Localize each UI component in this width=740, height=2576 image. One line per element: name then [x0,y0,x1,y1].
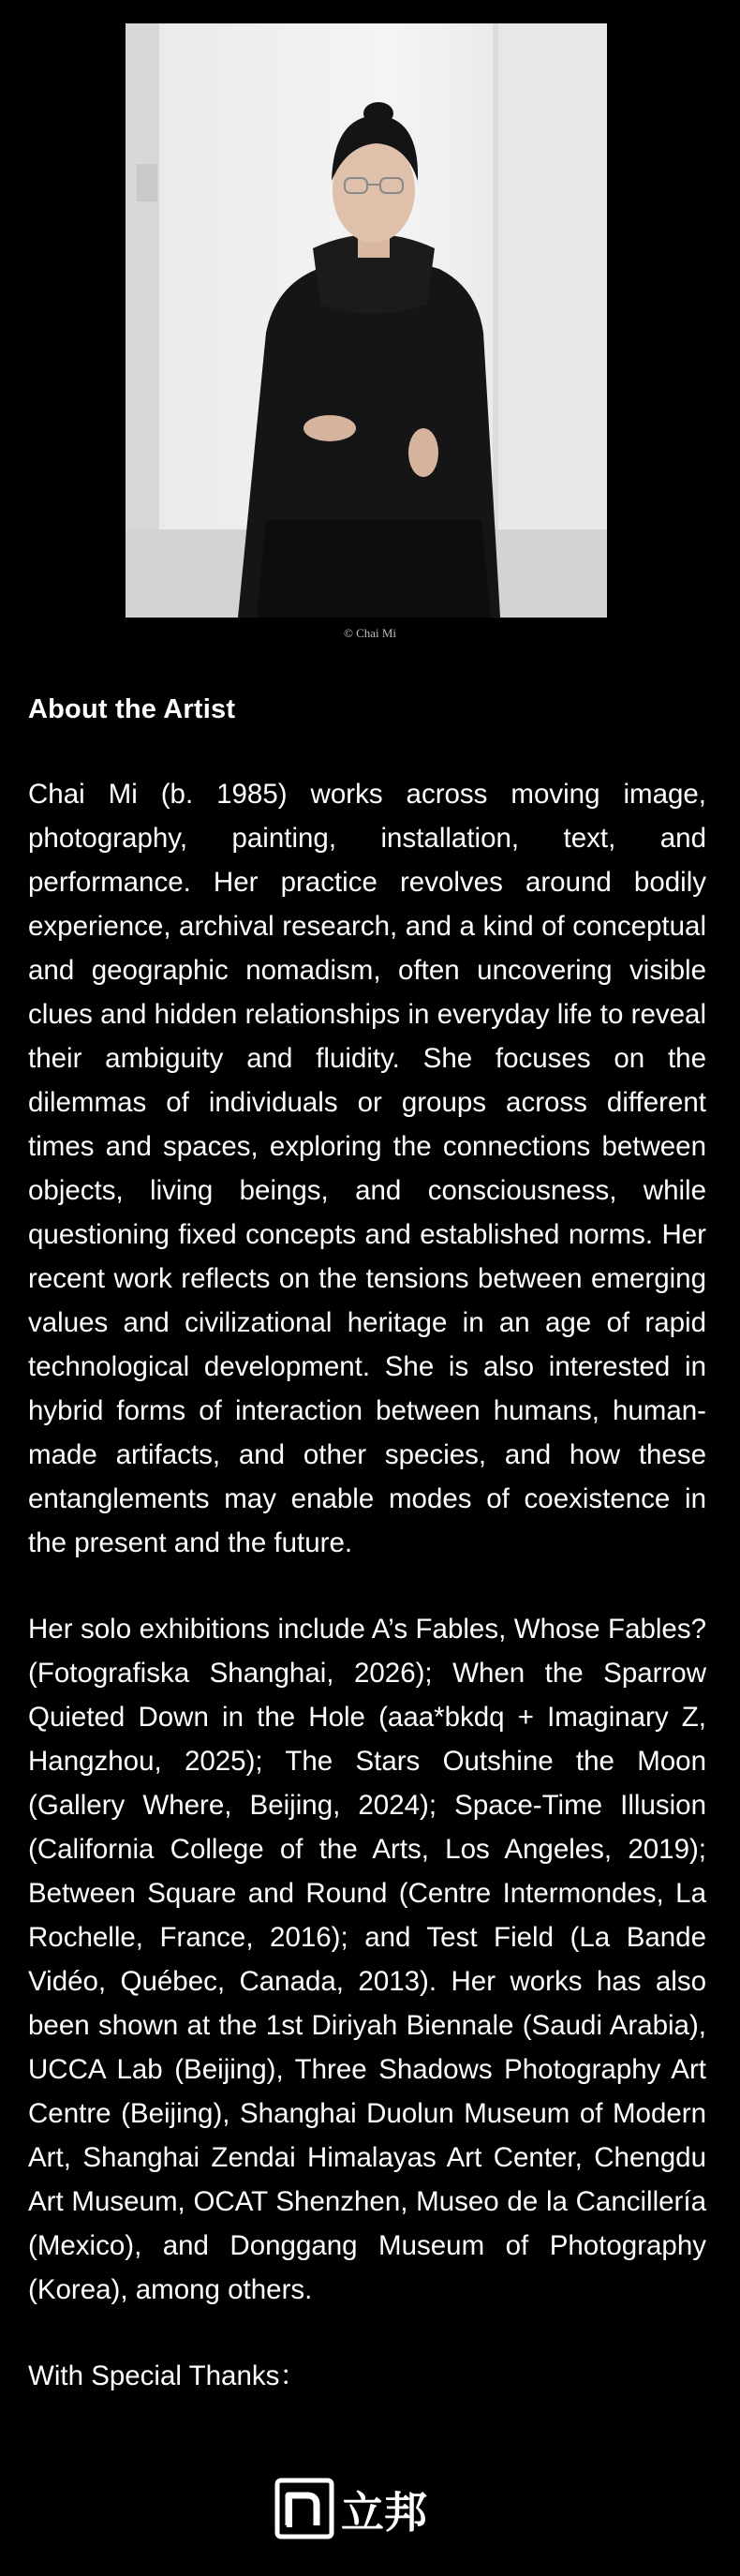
sponsor-logo-text: 立邦 [341,2487,427,2538]
artist-portrait [126,23,607,618]
nippon-paint-logo-icon [277,2480,332,2537]
exhibitions-paragraph: Her solo exhibitions include A’s Fables, Whose Fables? (Fotografiska Shanghai, 2026); When the Sparrow Quieted Down in the Hole (aaa*bkdq + Imaginary Z, Hangzhou, 2025); The Stars Outshine the Moon (Gallery Where, Beijing, 2024); Space-Time Illusion (California College of the Arts, Los Angeles, 2019); Between Square and Round (Centre Intermondes, La Rochelle, France, 2016); and Test Field (La Bande Vidéo, Québec, Canada, 2013). Her works has also been shown at the 1st Diriyah Biennale (Saudi Arabia), UCCA Lab (Beijing), Three Shadows Photography Art Centre (Beijing), Shanghai Duolun Museum of Modern Art, Shanghai Zendai Himalayas Art Center, Chengdu Art Museum, OCAT Shenzhen, Museo de la Cancillería (Mexico), and Donggang Museum of Photography (Korea), among others. [28,1614,706,2305]
section-title: About the Artist [28,694,236,724]
photo-credit: © Chai Mi [343,626,397,640]
artist-portrait-graphic [126,23,607,618]
bio-paragraph: Chai Mi (b. 1985) works across moving image, photography, painting, installation, text, and performance. Her practice revolves around bodily experience, archival research, and a kind of conceptual and geographic nomadism, often uncovering visible clues and hidden relationships in everyday life to reveal their ambiguity and fluidity. She focuses on the dilemmas of individuals or groups across different times and spaces, exploring the connections between objects, living beings, and consciousness, while questioning fixed concepts and established norms. Her recent work reflects on the tensions between emerging values and civilizational heritage in an age of rapid technological development. She is also interested in hybrid forms of interaction between humans, human-made artifacts, and other species, and how these entanglements may enable modes of coexistence in the present and the future. [28,779,706,1558]
about-section [28,689,706,2398]
special-thanks-label: With Special Thanks： [28,2360,307,2391]
sponsor-logo [274,2474,451,2543]
